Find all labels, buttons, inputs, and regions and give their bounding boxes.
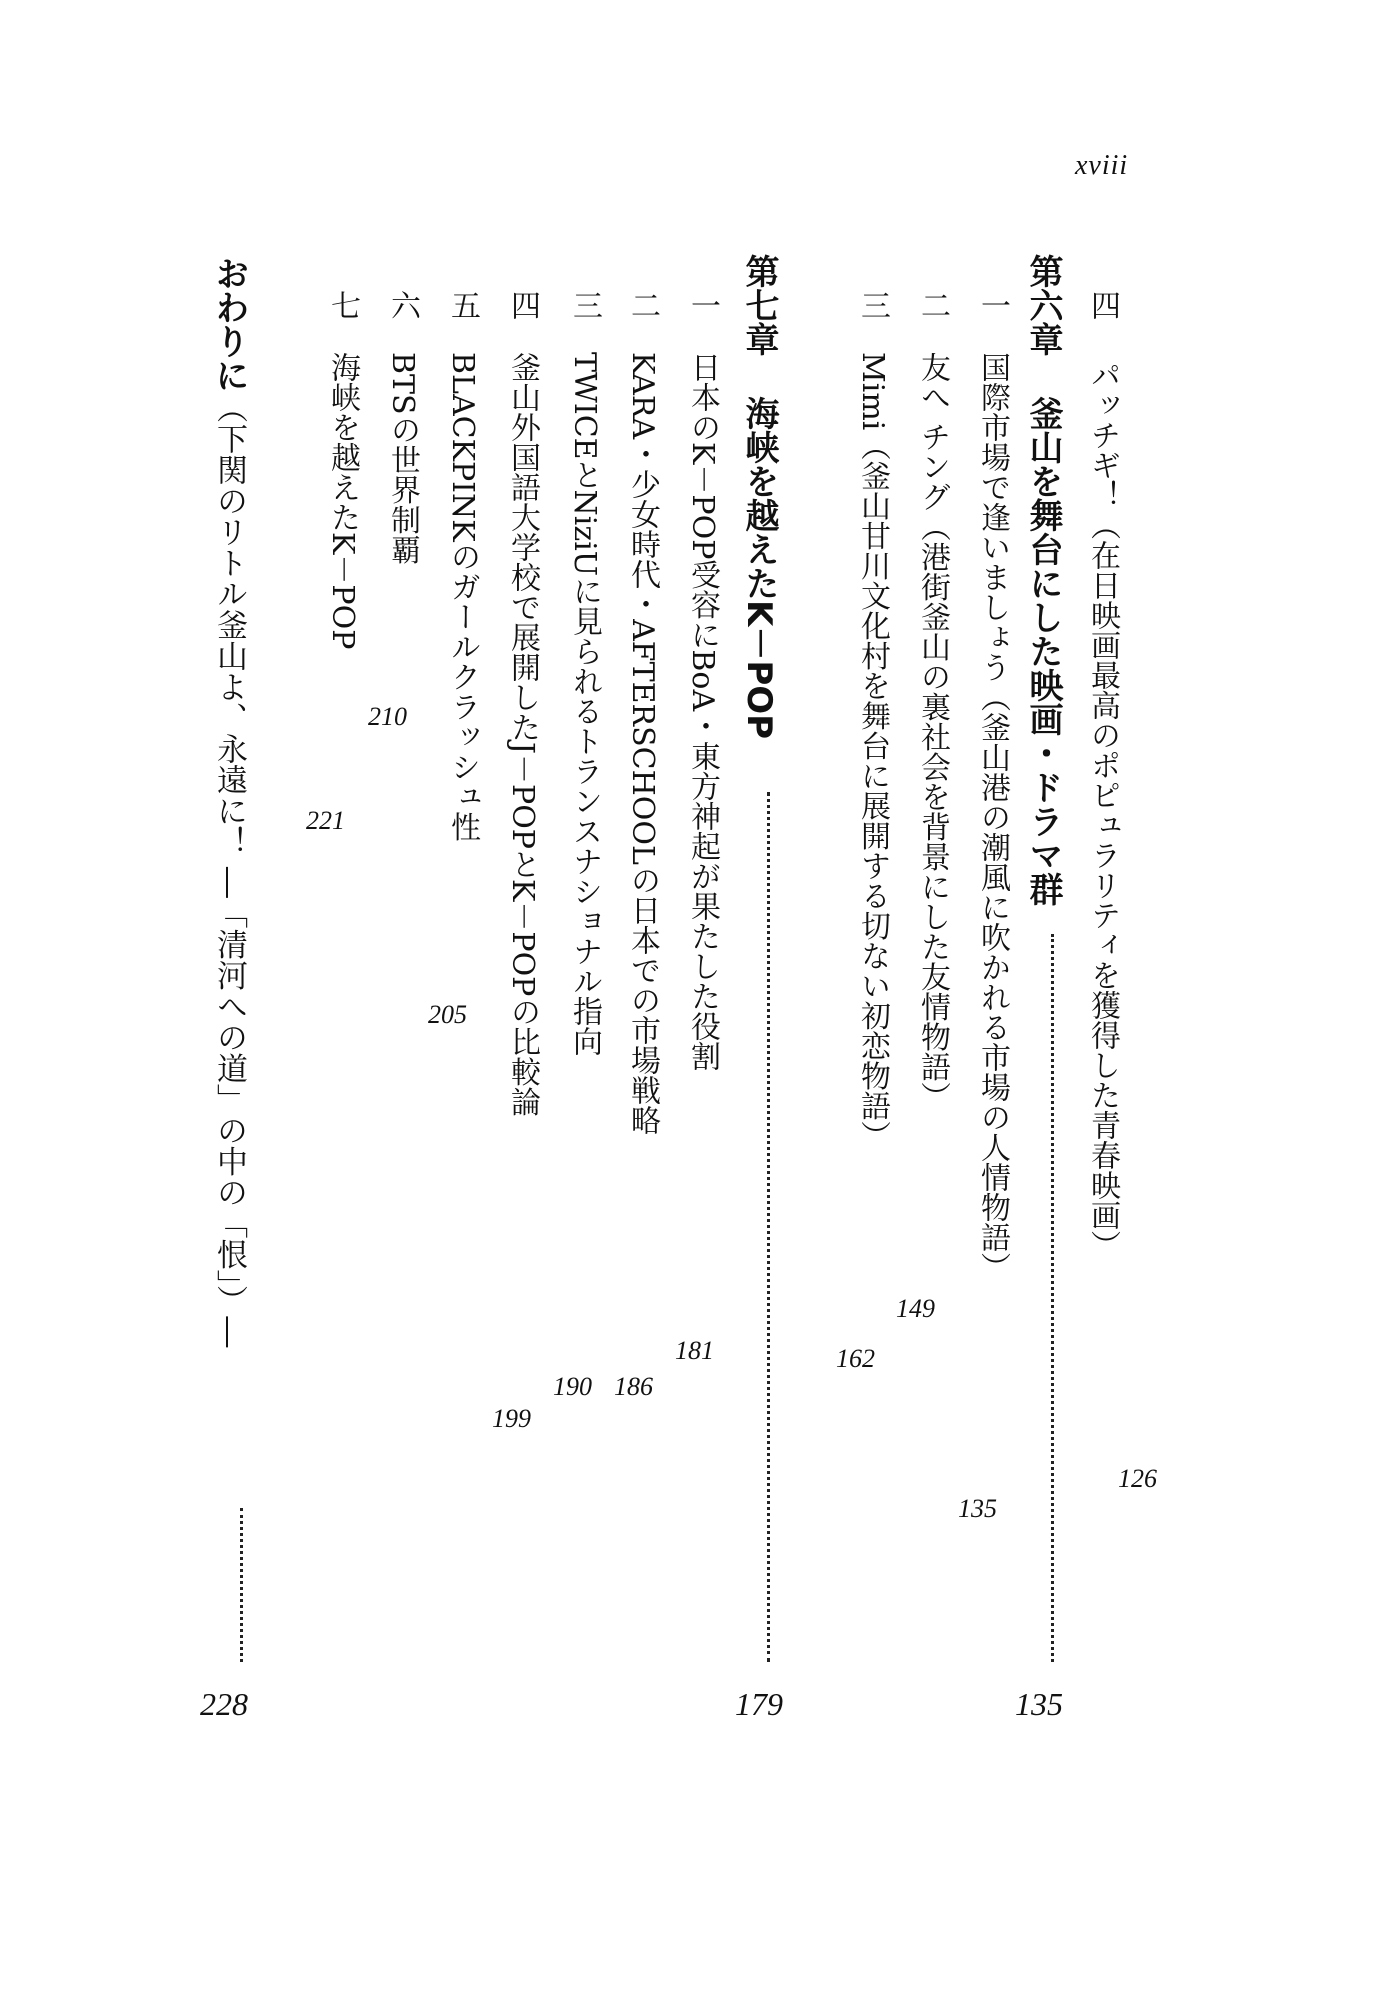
entry-page-number: 126 [1118, 1464, 1157, 1493]
toc-entry [445, 290, 480, 842]
chapter-page-number: 135 [1015, 1686, 1063, 1722]
chapter-number: おわりに [209, 256, 249, 392]
toc-entry [625, 290, 660, 1135]
toc-entry [505, 290, 540, 1117]
entry-page-number: 210 [368, 702, 407, 731]
entry-number: 一 [685, 290, 720, 320]
toc-entry [975, 290, 1010, 1282]
entry-number: 三 [855, 290, 890, 320]
entry-title: TWICEとNiziUに見られるトランスナショナル指向 [567, 352, 602, 1057]
entry-number: 五 [445, 290, 480, 320]
entry-page-number: 181 [675, 1336, 714, 1365]
chapter-page-number: 228 [200, 1686, 248, 1722]
entry-title: 友へ チング（港街釜山の裏社会を背景にした友情物語） [915, 352, 950, 1112]
entry-title: Mimi（釜山甘川文化村を舞台に展開する切ない初恋物語） [855, 352, 890, 1151]
entry-title: KARA・少女時代・AFTERSCHOOLの日本での市場戦略 [625, 352, 660, 1135]
dot-leader [240, 1508, 243, 1662]
folio-page-number: xviii [1075, 150, 1129, 181]
entry-title: 釜山外国語大学校で展開したJ－POPとK－POPの比較論 [505, 352, 540, 1117]
chapter-title: （下関のリトル釜山よ、永遠に！ ―「清河への道」の中の「恨」）― [211, 392, 247, 1348]
chapter-heading [1023, 254, 1063, 906]
entry-page-number: 186 [614, 1372, 653, 1401]
entry-page-number: 221 [306, 806, 345, 835]
entry-page-number: 149 [896, 1294, 935, 1323]
chapter-number: 第七章 [739, 254, 779, 356]
entry-page-number: 199 [492, 1404, 531, 1433]
entry-number: 一 [975, 290, 1010, 320]
entry-page-number: 135 [958, 1494, 997, 1523]
chapter-title: 海峡を越えたK－POP [739, 396, 779, 740]
chapter-title: 釜山を舞台にした映画・ドラマ群 [1023, 396, 1063, 906]
chapter-page-number: 179 [735, 1686, 783, 1722]
chapter-number: 第六章 [1023, 254, 1063, 356]
entry-title: BTSの世界制覇 [385, 352, 420, 565]
entry-title: 海峡を越えたK－POP [325, 352, 360, 650]
toc-entry [1085, 290, 1120, 1260]
entry-number: 四 [505, 290, 540, 320]
entry-page-number: 205 [428, 1000, 467, 1029]
toc-entry [855, 290, 890, 1151]
chapter-heading [739, 254, 779, 740]
toc-entry [685, 290, 720, 1072]
entry-page-number: 162 [836, 1344, 875, 1373]
entry-number: 四 [1085, 290, 1120, 320]
entry-page-number: 190 [553, 1372, 592, 1401]
entry-title: パッチギ！（在日映画最高のポピュラリティを獲得した青春映画） [1085, 360, 1120, 1260]
entry-number: 二 [625, 290, 660, 320]
chapter-heading [209, 256, 249, 1348]
dot-leader [1051, 934, 1054, 1662]
entry-title: 国際市場で逢いましょう（釜山港の潮風に吹かれる市場の人情物語） [975, 352, 1010, 1282]
dot-leader [767, 792, 770, 1662]
entry-number: 二 [915, 290, 950, 320]
toc-entry [915, 290, 950, 1112]
toc-entry [567, 290, 602, 1057]
entry-number: 三 [567, 290, 602, 320]
entry-number: 七 [325, 290, 360, 320]
entry-title: BLACKPINKのガールクラッシュ性 [445, 352, 480, 842]
entry-number: 六 [385, 290, 420, 320]
toc-entry [325, 290, 360, 650]
toc-entry [385, 290, 420, 565]
entry-title: 日本のK－POP受容にBoA・東方神起が果たした役割 [685, 352, 720, 1072]
